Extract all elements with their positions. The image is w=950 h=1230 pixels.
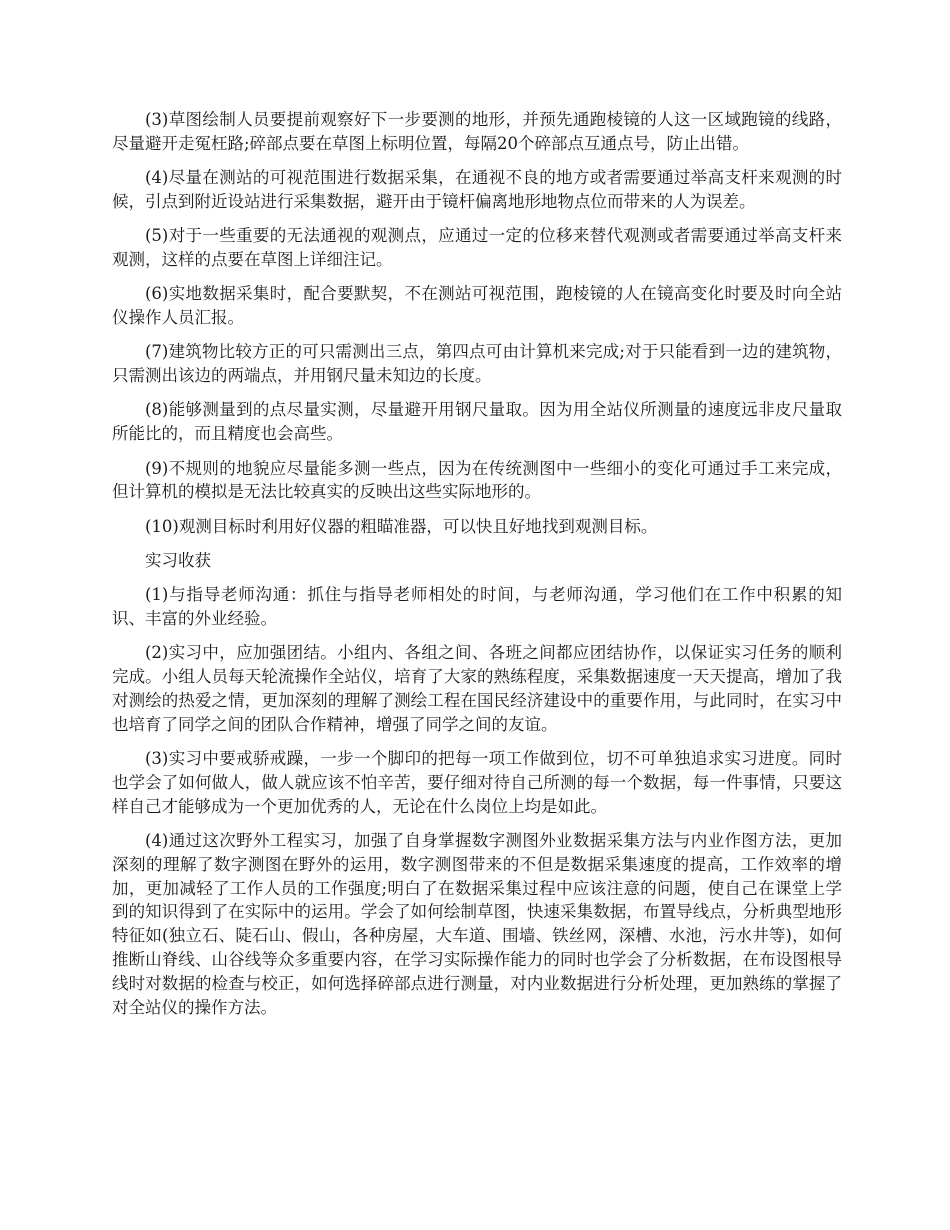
paragraph-item-4: (4)尽量在测站的可视范围进行数据采集，在通视不良的地方或者需要通过举高支杆来观测的时候，引点到附近设站进行采集数据，避开由于镜杆偏离地形地物点位而带来的人为误差。 — [112, 168, 842, 211]
harvest-paragraph-1: (1)与指导老师沟通：抓住与指导老师相处的时间，与老师沟通，学习他们在工作中积累的知识、丰富的外业经验。 — [112, 585, 842, 629]
section-heading: 实习收获 — [145, 550, 211, 570]
harvest-paragraph-2: (2)实习中，应加强团结。小组内、各组之间、各班之间都应团结协作，以保证实习任务的顺利完成。小组人员每天轮流操作全站仪，培育了大家的熟练程度，采集数据速度一天天提高，增加了我对测绘的热爱之情，更加深刻的理解了测绘工程在国民经济建设中的重要作用，与此同时，在实习中也培育了同学之间的团队合作精神，增强了同学之间的友谊。 — [112, 643, 842, 734]
paragraph-item-5: (5)对于一些重要的无法通视的观测点，应通过一定的位移来替代观测或者需要通过举高支杆来观测，这样的点要在草图上详细注记。 — [112, 226, 842, 269]
paragraph-item-8: (8)能够测量到的点尽量实测，尽量避开用钢尺量取。因为用全站仪所测量的速度远非皮尺量取所能比的，而且精度也会高些。 — [112, 400, 842, 444]
paragraph-item-3: (3)草图绘制人员要提前观察好下一步要测的地形，并预先通跑棱镜的人这一区域跑镜的线路，尽量避开走冤枉路;碎部点要在草图上标明位置，每隔20个碎部点互通点号，防止出错。 — [112, 110, 842, 153]
paragraph-item-6: (6)实地数据采集时，配合要默契，不在测站可视范围，跑棱镜的人在镜高变化时要及时向全站仪操作人员汇报。 — [112, 284, 842, 328]
harvest-paragraph-4: (4)通过这次野外工程实习，加强了自身掌握数字测图外业数据采集方法与内业作图方法，更加深刻的理解了数字测图在野外的运用，数字测图带来的不但是数据采集速度的提高，工作效率的增加，更加减轻了工作人员的工作强度;明白了在数据采集过程中应该注意的问题，使自己在课堂上学到的知识得到了在实际中的运用。学会了如何绘制草图，快速采集数据，布置导线点，分析典型地形特征如(独立石、陡石山、假山，各种房屋，大车道、围墙、铁丝网，深槽、水池，污水井等)，如何推断山脊线、山谷线等众多重要内容，在学习实际操作能力的同时也学会了分析数据，在布设图根导线时对数据的检查与校正，如何选择碎部点进行测量，对内业数据进行分析处理，更加熟练的掌握了对全站仪的操作方法。 — [112, 830, 842, 1017]
paragraph-item-7: (7)建筑物比较方正的可只需测出三点，第四点可由计算机来完成;对于只能看到一边的建筑物，只需测出该边的两端点，并用钢尺量未知边的长度。 — [112, 342, 842, 386]
harvest-paragraph-3: (3)实习中要戒骄戒躁，一步一个脚印的把每一项工作做到位，切不可单独追求实习进度。同时也学会了如何做人，做人就应该不怕辛苦，要仔细对待自己所测的每一个数据，每一件事情，只要这样自己才能够成为一个更加优秀的人，无论在什么岗位上均是如此。 — [112, 749, 842, 816]
document-page — [112, 108, 842, 1030]
paragraph-item-9: (9)不规则的地貌应尽量能多测一些点，因为在传统测图中一些细小的变化可通过手工来完成，但计算机的模拟是无法比较真实的反映出这些实际地形的。 — [112, 458, 842, 502]
paragraph-item-10: (10)观测目标时利用好仪器的粗瞄准器，可以快且好地找到观测目标。 — [145, 516, 658, 536]
